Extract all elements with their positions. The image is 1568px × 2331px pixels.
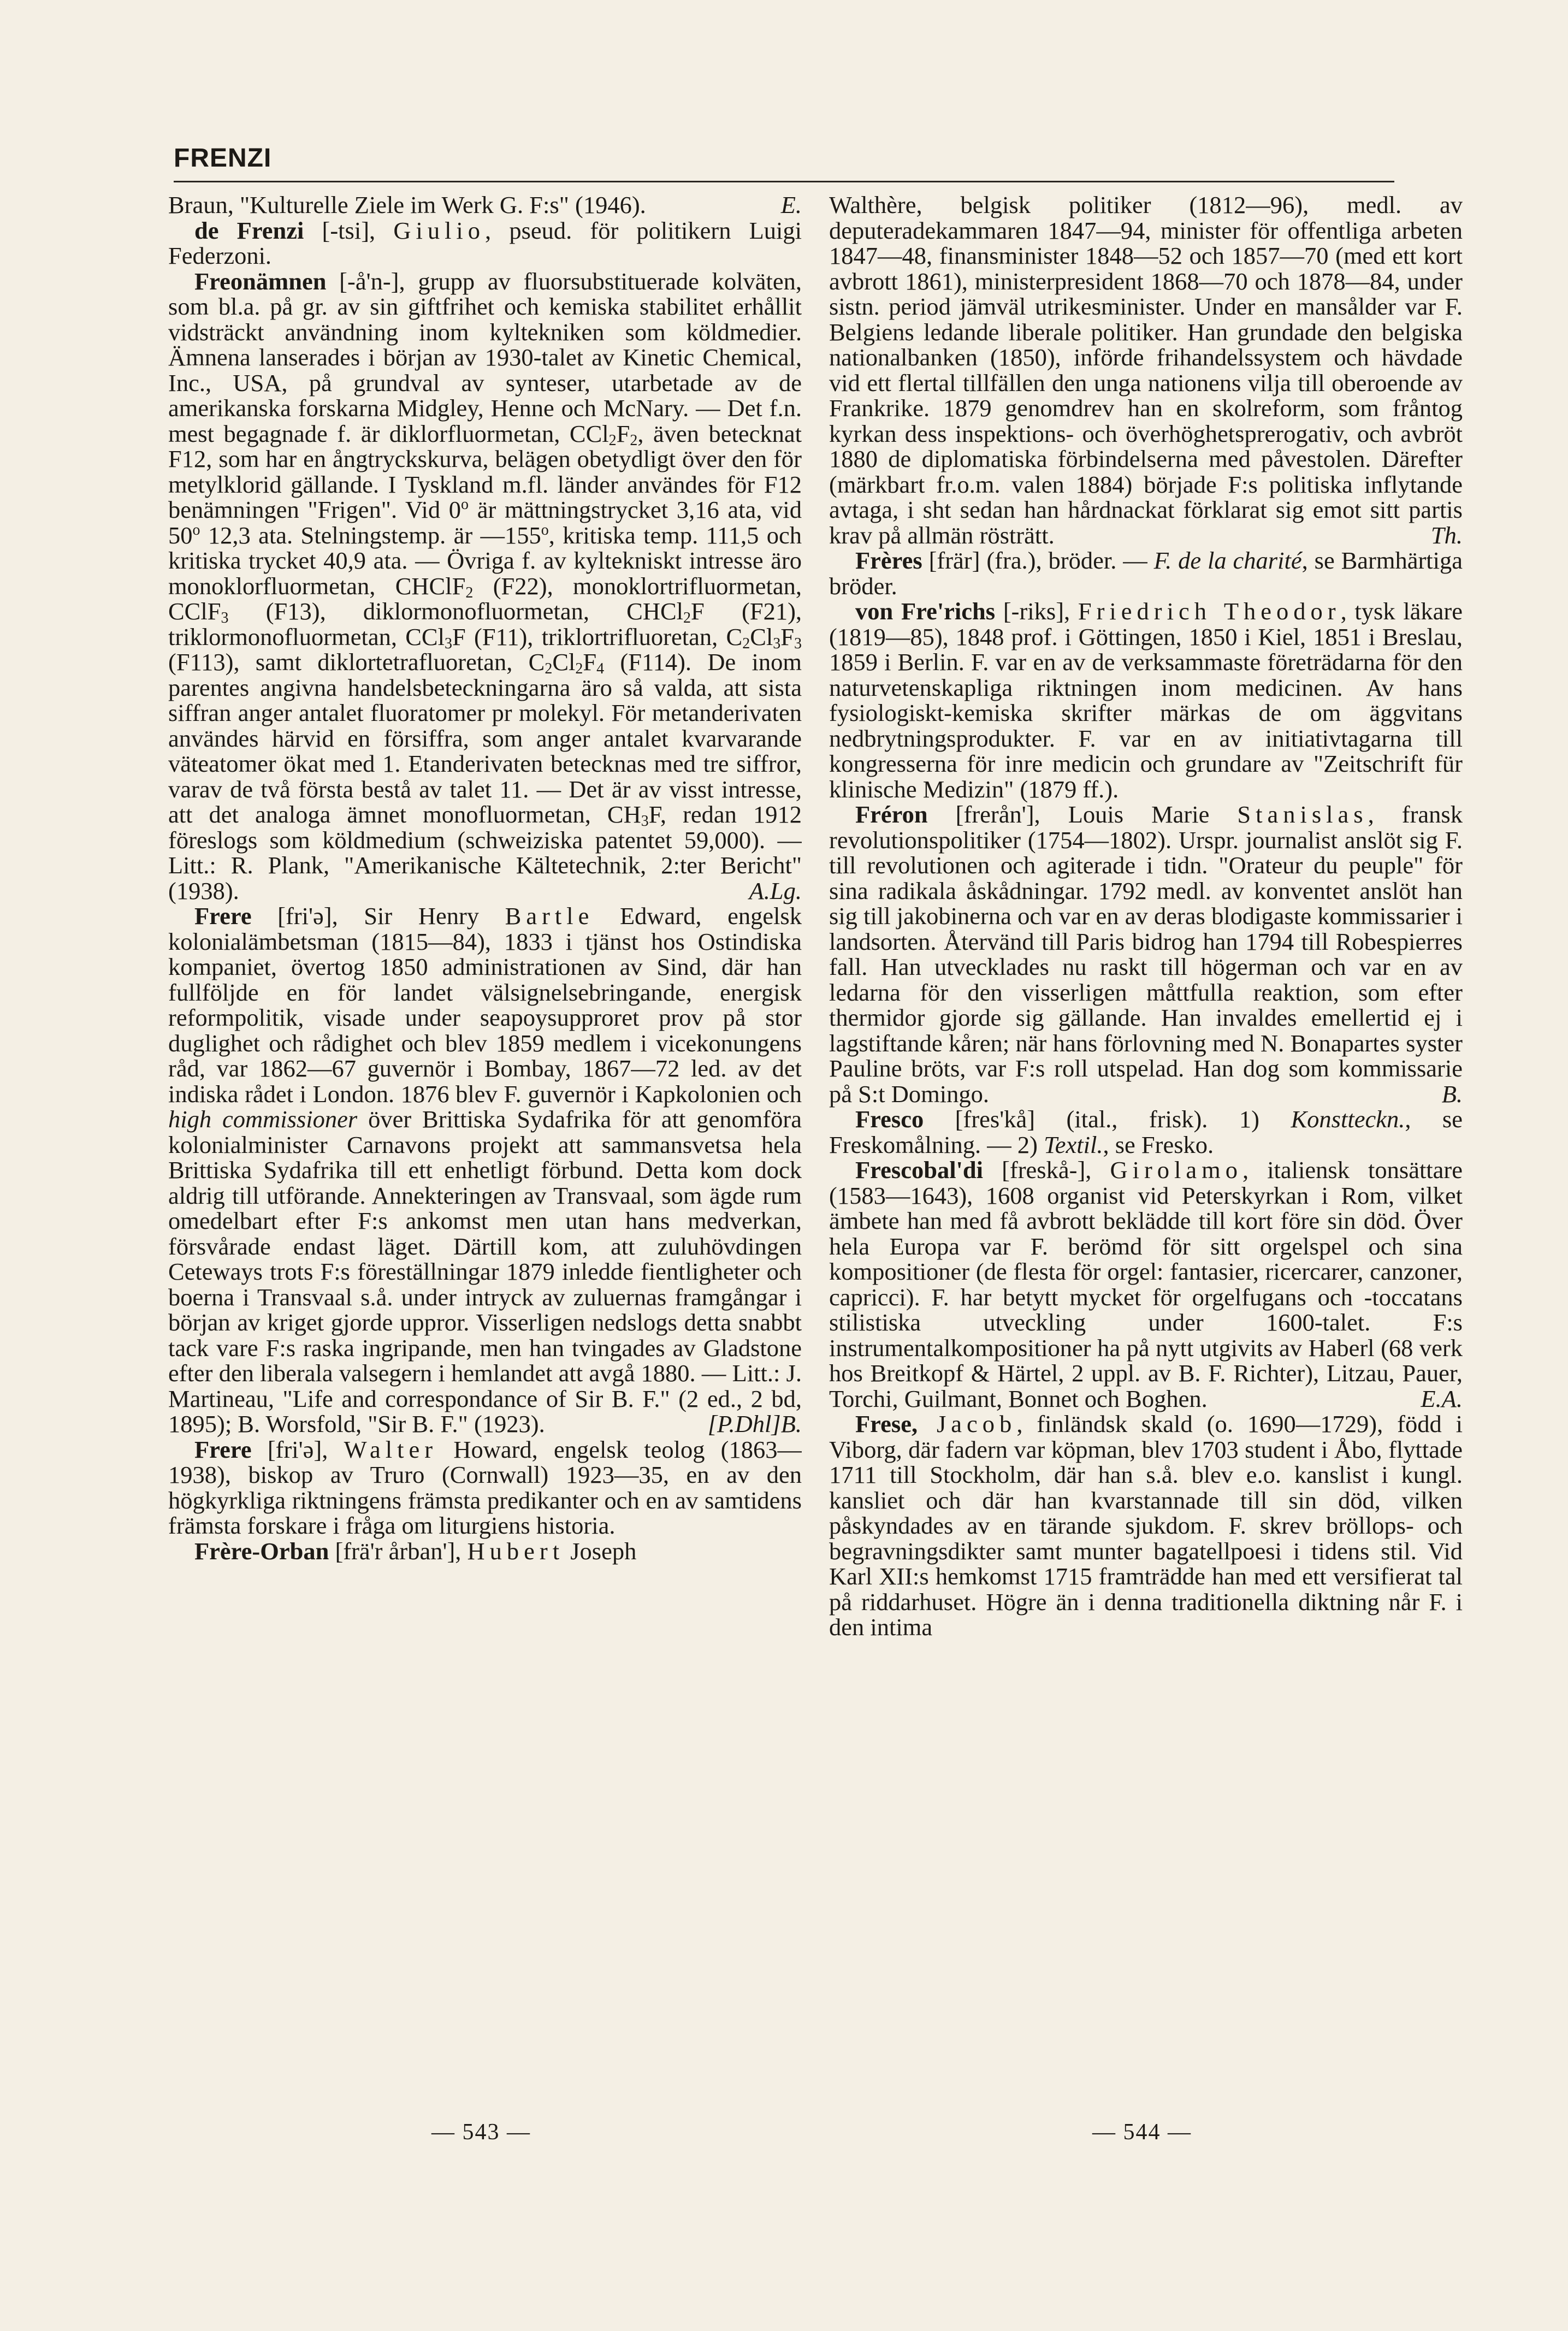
author-signature: E. — [780, 192, 802, 218]
entry-von-frerichs: von Fre'richs [-riks], Friedrich Theodor, tysk läkare (1819—85), 1848 prof. i Göttingen, 1850 i Kiel, 1851 i Breslau, 1859 i Berlin. F. var en av de verksammaste företrädarna för den naturvetenskapliga riktningen inom medicinen. Av hans fysiologiskt-kemiska skrifter märkas de om äggvitans nedbrytningsprodukter. F. var en av initiativtagarna till kongresserna för inre medicin och grundare av "Zeitschrift für klinische Medizin" (1879 ff.). — [829, 597, 1463, 803]
headword: Fresco — [855, 1105, 924, 1133]
headword: Frescobal'di — [855, 1156, 984, 1184]
left-column — [168, 192, 802, 2005]
entry-frescobaldi: Frescobal'di [freskå-], Girolamo, italiensk tonsättare (1583—1643), 1608 organist vid Peterskyrkan i Rom, vilket ämbete han med få avbrott beklädde till kort före sin död. Över hela Europa var F. berömd för sitt orgelspel och sina kompositioner (de flesta för orgel: fantasier, ricercarer, canzoner, capricci). F. har betytt mycket för orgelfugans och -toccatans stilistiska utveckling under 1600-talet. F:s instrumentalkompositioner ha på nytt utgivits av Haberl (68 verk hos Breitkopf & Härtel, 2 uppl. av B. F. Richter), Litzau, Pauer, Torchi, Guilmant, Bonnet och Boghen. E.A. — [829, 1156, 1463, 1412]
entry-freres: Frères [frär] (fra.), bröder. — F. de la charité, se Barmhärtiga bröder. — [829, 547, 1463, 600]
author-signature: Th. — [1430, 521, 1463, 549]
entry-frese: Frese, Jacob, finländsk skald (o. 1690—1729), född i Viborg, där fadern var köpman, blev 1703 student i Åbo, flyttade 1711 till Stockholm, där han s.å. blev e.o. kanslist i kungl. kansliet och där han kvarstannade till sin död, vilken påskyndades av en tärande sjukdom. F. skrev bröllops- och begravningsdikter samt munter bagatellpoesi i tidens stil. Vid Karl XII:s hemkomst 1715 framträdde han med ett versifierat tal på riddarhuset. Högre än i denna traditionella diktning når F. i den intima — [829, 1410, 1463, 1641]
page-title: FRENZI — [174, 144, 272, 173]
entry-fresco: Fresco [fres'kå] (ital., frisk). 1) Konstteckn., se Freskomålning. — 2) Textil., se Fresko. — [829, 1105, 1463, 1158]
right-column — [829, 192, 1463, 2005]
headword: Freonämnen — [194, 267, 327, 295]
entry-frere-walter: Frere [fri'ə], Walter Howard, engelsk teolog (1863—1938), biskop av Truro (Cornwall) 1923—35, en av den högkyrkliga riktningens främsta predikanter och en av samtidens främsta forskare i fråga om liturgiens historia. — [168, 1435, 802, 1539]
headword: Frere — [194, 1435, 252, 1463]
author-signature: E.A. — [1421, 1385, 1463, 1412]
entry-frere-orban: Frère-Orban [frä'r årban'], Hubert Joseph — [194, 1537, 637, 1565]
entry-frere-bartle: Frere [fri'ə], Sir Henry Bartle Edward, engelsk kolonialämbetsman (1815—84), 1833 i tjänst hos Ostindiska kompaniet, övertog 1850 administrationen av Sind, där han fullföljde en för landet välsignelsebringande, energisk reformpolitik, visade under seapoysupproret prov på stor duglighet och rådighet och blev 1859 medlem i vicekonungens råd, var 1862—67 guvernör i Bombay, 1867—72 led. av det indiska rådet i London. 1876 blev F. guvernör i Kapkolonien och high commissioner över Brittiska Sydafrika för att genomföra kolonialminister Carnavons projekt att sammansvetsa hela Brittiska Sydafrika till ett enhetligt förbund. Detta kom dock aldrig till utförande. Annekteringen av Transvaal, som ägde rum omedelbart efter F:s ankomst men utan hans medverkan, försvårade endast läget. Därtill kom, att zuluhövdingen Ceteways trots F:s föreställningar 1879 inledde fientligheter och boerna i Transvaal s.å. under intryck av zuluernas framgångar i början av kriget gjorde uppror. Visserligen nedslogs detta snabbt tack vare F:s raska ingripande, men han tvingades av Gladstone efter den liberala valsegern i hemlandet att avgå 1880. — Litt.: J. Martineau, "Life and correspondance of Sir B. F." (2 ed., 2 bd, 1895); B. Worsfold, "Sir B. F." (1923). [P.Dhl]B. — [168, 902, 802, 1437]
headword: Frese, — [855, 1410, 918, 1437]
running-header — [174, 143, 1394, 182]
entry-freonamnen: Freonämnen [-å'n-], grupp av fluorsubstituerade kolväten, som bl.a. på gr. av sin giftfrihet och kemiska stabilitet erhållit vidsträckt användning inom kyltekniken som köldmedier. Ämnena lanserades i början av 1930-talet av Kinetic Chemical, Inc., USA, på grundval av synteser, utarbetade av de amerikanska forskarna Midgley, Henne och McNary. — Det f.n. mest begagnade f. är diklorfluormetan, $CCl_2F_2$, även betecknat F12, som har en ångtryckskurva, belägen obetydligt över den för metylklorid gällande. I Tyskland m.fl. länder användes för F12 benämningen "Frigen". Vid 0$^o$ är mättningstrycket 3,16 ata, vid 50$^o$ 12,3 ata. Stelningstemp. är —155$^o$, kritiska temp. 111,5 och kritiska trycket 40,9 ata. — Övriga f. av kyltekniskt intresse äro monoklorfluormetan, CHClF$_2$ (F22), monoklortrifluormetan, CClF$_3$ (F13), diklormonofluormetan, CHCl$_2$F (F21), triklormonofluormetan, CCl$_3$F (F11), triklortrifluoretan, $C_2Cl_3F_3$ (F113), samt diklortetrafluoretan, $C_2Cl_2F_4$ (F114). De inom parentes angivna handelsbeteckningarna äro så valda, att sista siffran anger antalet fluoratomer pr molekyl. För metanderivaten användes härvid en försiffra, som anger antalet kvarvarande väteatomer ökat med 1. Etanderivaten betecknas med tre siffror, varav de två första bestå av talet 11. — Det är av visst intresse, att det analoga ämnet monofluormetan, $CH_3F$, redan 1912 föreslogs som köldmedium (schweiziska patentet 59,000). — Litt.: R. Plank, "Amerikanische Kältetechnik, 2:ter Bericht" (1938). A.Lg. — [168, 267, 802, 904]
entry-braun-continuation: Braun, "Kulturelle Ziele im Werk G. F:s" (1946). E. — [168, 192, 802, 218]
author-signature: A.Lg. — [749, 877, 802, 904]
headword: Frères — [855, 547, 922, 574]
header-rule — [174, 181, 1394, 182]
page-number-right: — 544 — — [1092, 2120, 1192, 2145]
page-number-left: — 543 — — [431, 2120, 531, 2145]
entry-freron: Fréron [frerån'], Louis Marie Stanislas, fransk revolutionspolitiker (1754—1802). Urspr. journalist anslöt sig F. till revolutionen och agiterade i tidn. "Orateur du peuple" för sina radikala åskådningar. 1792 medl. av konventet anslöt han sig till jakobinerna och var en av deras blodigaste kommissarier i landsorten. Återvänd till Paris bidrog han 1794 till Robespierres fall. Han utvecklades nu raskt till högerman och var en av ledarna för den visserligen måttfulla reaktion, som efter thermidor gjorde sig gällande. Han invaldes emellertid ej i lagstiftande kåren; när hans förlovning med N. Bonapartes syster Pauline bröts, var F:s roll utspelad. Han dog som kommissarie på S:t Domingo. B. — [829, 801, 1463, 1108]
headword: de Frenzi — [194, 216, 304, 244]
author-signature: [P.Dhl]B. — [707, 1410, 802, 1437]
headword: Frere — [194, 902, 252, 930]
entry-frere-orban-continuation: Walthère, belgisk politiker (1812—96), medl. av deputeradekammaren 1847—94, minister för offentliga arbeten 1847—48, finansminister 1848—52 och 1857—70 (med ett kort avbrott 1861), ministerpresident 1868—70 och 1878—84, under sistn. period jämväl utrikesminister. Under en mansålder var F. Belgiens ledande liberale politiker. Han grundade den belgiska nationalbanken (1850), införde frihandelssystem och hävdade vid ett flertal tillfällen den unga nationens vilja till oberoende av Frankrike. 1879 genomdrev han en skolreform, som fråntog kyrkan dess inspektions- och överhöghetsprerogativ, och avbröt 1880 de diplomatiska förbindelserna med påvestolen. Därefter (märkbart fr.o.m. valen 1884) började F:s politiska inflytande avtaga, i sht sedan han hårdnackat förklarat sig emot sitt partis krav på allmän rösträtt. Th. — [829, 192, 1463, 549]
headword: Frère-Orban — [194, 1537, 329, 1565]
headword: von Fre'richs — [855, 597, 996, 625]
entry-de-frenzi: de Frenzi [-tsi], Giulio, pseud. för politikern Luigi Federzoni. — [168, 216, 802, 269]
author-signature: B. — [1441, 1080, 1463, 1108]
headword: Fréron — [855, 801, 928, 828]
